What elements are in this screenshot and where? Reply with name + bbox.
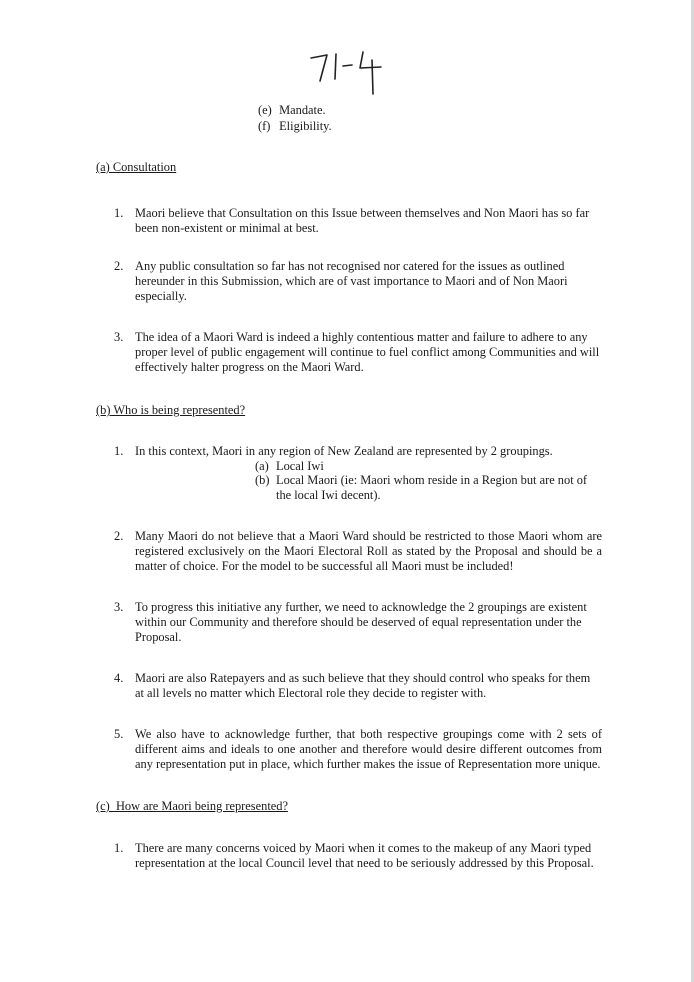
section-a-item-3: 3. The idea of a Maori Ward is indeed a highly contentious matter and failure to adhere to any proper level of public engagement will continue to fuel conflict among Communities and will effectively halter progress on the Maori Ward. — [114, 330, 600, 374]
intro-item-mandate: (e) Mandate. — [258, 103, 326, 117]
section-b-item-4: 4. Maori are also Ratepayers and as such believe that they should control who speaks for them at all levels no matter which Electoral role they decide to register with. — [114, 671, 591, 700]
handwritten-reference-number — [305, 46, 385, 96]
section-b-subitem-a: (a) Local Iwi — [255, 459, 324, 473]
section-b-item-1: 1. In this context, Maori in any region of New Zealand are represented by 2 groupings. — [114, 444, 553, 458]
section-a-heading: (a) Consultation — [96, 160, 177, 174]
section-c-item-1: 1. There are many concerns voiced by Maori when it comes to the makeup of any Maori typed representation at the local Council level that need to be seriously addressed by this Proposal. — [114, 841, 594, 870]
section-b-item-2: 2. Many Maori do not believe that a Maori Ward should be restricted to those Maori whom are registered exclusively on the Maori Electoral Roll as stated by the Proposal and should be a matter of choice. For the model to be successful all Maori must be included! — [114, 529, 602, 573]
section-b-heading: (b) Who is being represented? — [96, 403, 246, 417]
section-b-item-3: 3. To progress this initiative any further, we need to acknowledge the 2 groupings are existent within our Community and therefore should be deserved of equal representation under the Proposal. — [114, 600, 587, 644]
section-b-item-5: 5. We also have to acknowledge further, that both respective groupings come with 2 sets of different aims and ideals to one another and therefore would desire different outcomes from any representation put in place, which further makes the issue of Representation more unique. — [114, 727, 602, 771]
section-c-heading: (c) How are Maori being represented? — [96, 799, 288, 813]
section-a-item-2: 2. Any public consultation so far has not recognised nor catered for the issues as outlined hereunder in this Submission, which are of vast importance to Maori and of Non Maori especially. — [114, 259, 568, 303]
section-a-item-1: 1. Maori believe that Consultation on this Issue between themselves and Non Maori has so far been non-existent or minimal at best. — [114, 206, 590, 235]
intro-item-eligibility: (f) Eligibility. — [258, 119, 332, 133]
section-b-subitem-b: (b) Local Maori (ie: Maori whom reside in a Region but are not of the local Iwi decent). — [255, 473, 588, 502]
